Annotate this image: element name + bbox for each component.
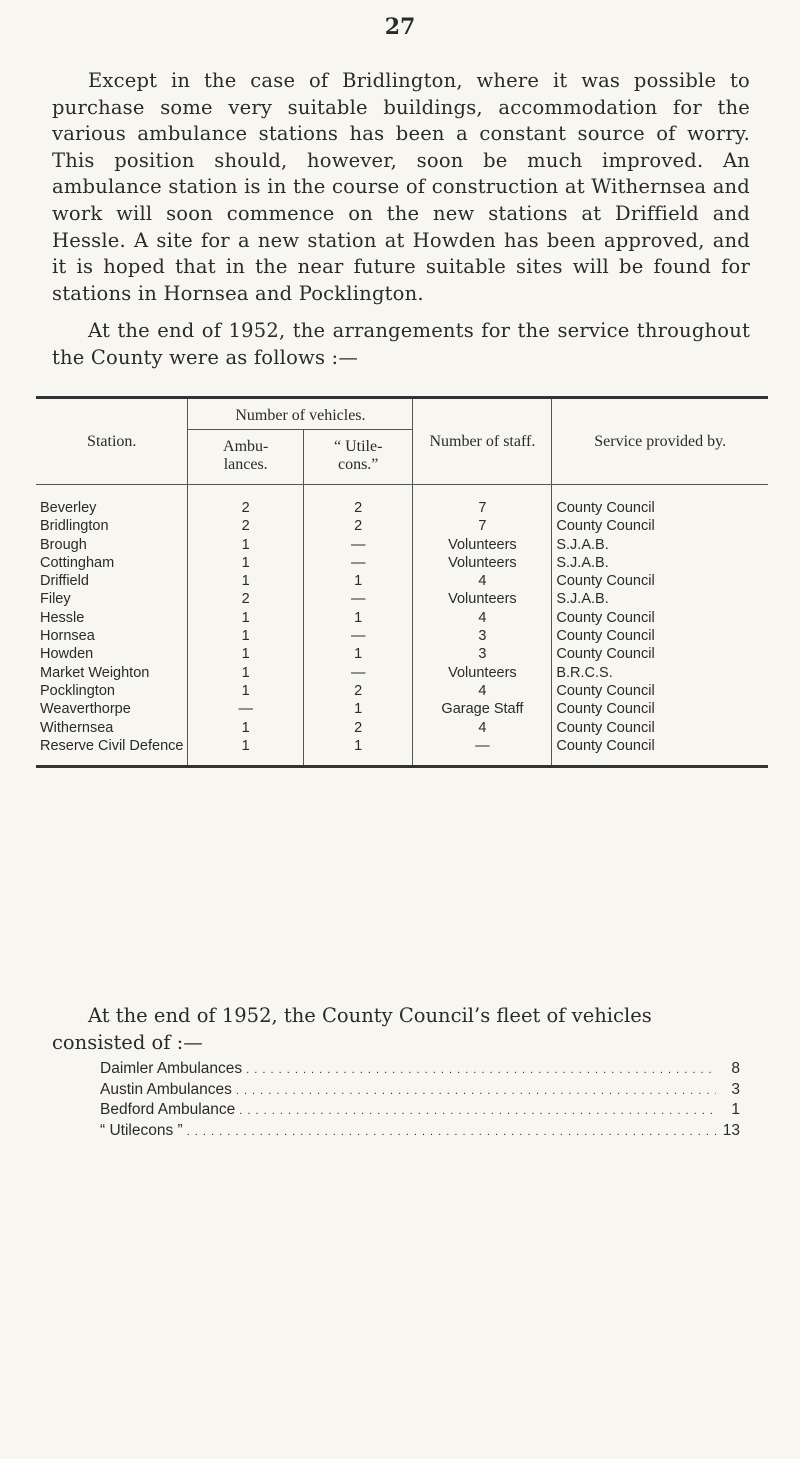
cell-station: Hessle bbox=[40, 609, 85, 626]
header-station: Station. bbox=[36, 398, 188, 485]
cell-station: Howden bbox=[40, 646, 94, 663]
cell-staff: 4 bbox=[413, 719, 552, 737]
cell-utilecons: — bbox=[303, 590, 413, 608]
cell-utilecons: 2 bbox=[303, 682, 413, 700]
cell-station: Weaverthorpe bbox=[40, 701, 131, 718]
cell-service: S.J.A.B. bbox=[552, 590, 768, 608]
cell-utilecons: — bbox=[303, 554, 413, 572]
cell-service: County Council bbox=[552, 719, 768, 737]
table-row bbox=[36, 572, 768, 590]
cell-station: Reserve Civil Defence bbox=[40, 737, 184, 754]
cell-staff: 7 bbox=[413, 517, 552, 535]
cell-service: County Council bbox=[552, 682, 768, 700]
cell-service: County Council bbox=[552, 485, 768, 518]
table-row bbox=[36, 682, 768, 700]
fleet-item-count: 3 bbox=[731, 1080, 740, 1098]
header-staff: Number of staff. bbox=[413, 398, 552, 485]
cell-utilecons: 2 bbox=[303, 517, 413, 535]
fleet-item bbox=[100, 1081, 740, 1102]
cell-ambulances: — bbox=[188, 700, 303, 718]
fleet-item-count: 13 bbox=[722, 1121, 740, 1139]
cell-utilecons: 1 bbox=[303, 645, 413, 663]
stations-table-wrapper bbox=[36, 396, 768, 768]
cell-station: Market Weighton bbox=[40, 664, 150, 681]
stations-table-body bbox=[36, 485, 768, 767]
fleet-item-count: 8 bbox=[731, 1060, 740, 1077]
cell-staff: 3 bbox=[413, 627, 552, 645]
cell-station: Filey bbox=[40, 591, 71, 608]
fleet-item-leader-dots bbox=[246, 1060, 716, 1078]
cell-utilecons: 1 bbox=[303, 737, 413, 767]
table-row bbox=[36, 517, 768, 535]
cell-ambulances: 1 bbox=[188, 536, 303, 554]
cell-staff: 3 bbox=[413, 645, 552, 663]
cell-ambulances: 1 bbox=[188, 627, 303, 645]
cell-utilecons: 2 bbox=[303, 485, 413, 518]
fleet-item-count: 1 bbox=[731, 1101, 740, 1118]
paragraph-fleet: At the end of 1952, the County Council’s fleet of vehicles consisted of :— bbox=[52, 1004, 652, 1054]
cell-ambulances: 2 bbox=[188, 590, 303, 608]
cell-staff: 4 bbox=[413, 609, 552, 627]
fleet-item-label: Daimler Ambulances bbox=[100, 1060, 243, 1077]
cell-ambulances: 1 bbox=[188, 572, 303, 590]
table-row bbox=[36, 536, 768, 554]
fleet-item-leader-dots bbox=[187, 1122, 716, 1140]
cell-service: County Council bbox=[552, 737, 768, 767]
fleet-item bbox=[100, 1101, 740, 1122]
cell-ambulances: 1 bbox=[188, 719, 303, 737]
cell-station: Bridlington bbox=[40, 518, 109, 535]
fleet-item-leader-dots bbox=[236, 1081, 716, 1099]
cell-station: Beverley bbox=[40, 500, 97, 516]
page-number: 27 bbox=[384, 14, 416, 40]
cell-ambulances: 2 bbox=[188, 517, 303, 535]
cell-utilecons: — bbox=[303, 664, 413, 682]
cell-ambulances: 1 bbox=[188, 609, 303, 627]
header-utilecons: “ Utile- cons.” bbox=[303, 430, 413, 485]
cell-staff: Garage Staff bbox=[413, 700, 552, 718]
header-vehicles: Number of vehicles. bbox=[188, 398, 413, 430]
cell-service: County Council bbox=[552, 645, 768, 663]
fleet-item-label: Bedford Ambulance bbox=[100, 1101, 236, 1118]
fleet-item bbox=[100, 1122, 740, 1143]
table-row bbox=[36, 485, 768, 518]
cell-station: Cottingham bbox=[40, 554, 115, 571]
table-row bbox=[36, 554, 768, 572]
header-service: Service provided by. bbox=[552, 398, 768, 485]
cell-staff: Volunteers bbox=[413, 590, 552, 608]
header-ambulances: Ambu- lances. bbox=[188, 430, 303, 485]
table-row bbox=[36, 590, 768, 608]
cell-utilecons: — bbox=[303, 627, 413, 645]
cell-staff: 4 bbox=[413, 572, 552, 590]
cell-service: County Council bbox=[552, 627, 768, 645]
table-row bbox=[36, 700, 768, 718]
cell-staff: Volunteers bbox=[413, 536, 552, 554]
cell-ambulances: 2 bbox=[188, 485, 303, 518]
cell-station: Driffield bbox=[40, 573, 89, 590]
table-row bbox=[36, 627, 768, 645]
cell-service: County Council bbox=[552, 572, 768, 590]
cell-service: County Council bbox=[552, 700, 768, 718]
cell-staff: 4 bbox=[413, 682, 552, 700]
cell-station: Pocklington bbox=[40, 682, 115, 699]
cell-utilecons: 1 bbox=[303, 700, 413, 718]
cell-staff: — bbox=[413, 737, 552, 767]
table-row bbox=[36, 737, 768, 767]
fleet-item-label: Austin Ambulances bbox=[100, 1080, 232, 1098]
cell-utilecons: 1 bbox=[303, 572, 413, 590]
stations-table bbox=[36, 396, 768, 768]
cell-utilecons: 1 bbox=[303, 609, 413, 627]
table-row bbox=[36, 609, 768, 627]
cell-ambulances: 1 bbox=[188, 645, 303, 663]
cell-ambulances: 1 bbox=[188, 737, 303, 767]
cell-station: Brough bbox=[40, 536, 87, 553]
fleet-item-label: “ Utilecons ” bbox=[100, 1121, 183, 1139]
fleet-item-leader-dots bbox=[239, 1101, 716, 1119]
cell-staff: Volunteers bbox=[413, 554, 552, 572]
cell-staff: Volunteers bbox=[413, 664, 552, 682]
cell-service: County Council bbox=[552, 517, 768, 535]
cell-service: B.R.C.S. bbox=[552, 664, 768, 682]
cell-ambulances: 1 bbox=[188, 664, 303, 682]
table-row bbox=[36, 645, 768, 663]
fleet-list bbox=[100, 1060, 740, 1142]
cell-service: County Council bbox=[552, 609, 768, 627]
cell-ambulances: 1 bbox=[188, 554, 303, 572]
cell-service: S.J.A.B. bbox=[552, 536, 768, 554]
cell-staff: 7 bbox=[413, 485, 552, 518]
table-row bbox=[36, 664, 768, 682]
cell-station: Hornsea bbox=[40, 628, 95, 645]
table-row bbox=[36, 719, 768, 737]
cell-service: S.J.A.B. bbox=[552, 554, 768, 572]
fleet-item bbox=[100, 1060, 740, 1081]
cell-utilecons: — bbox=[303, 536, 413, 554]
paragraph-arrangements: At the end of 1952, the arrangements for the service throughout the County were as follows :— bbox=[52, 319, 750, 369]
cell-station: Withernsea bbox=[40, 719, 114, 736]
paragraph-accommodation: Except in the case of Bridlington, where it was possible to purchase some very suitable buildings, accommodation for the various ambulance stations has been a constant source of worry. This position should, however, soon be much improved. An ambulance station is in the course of construction at Withernsea and work will soon commence on the new stations at Driffield and Hessle. A site for a new station at Howden has been approved, and it is hoped that in the near future suitable sites will be found for stations in Hornsea and Pocklington. bbox=[52, 69, 750, 305]
cell-utilecons: 2 bbox=[303, 719, 413, 737]
cell-ambulances: 1 bbox=[188, 682, 303, 700]
